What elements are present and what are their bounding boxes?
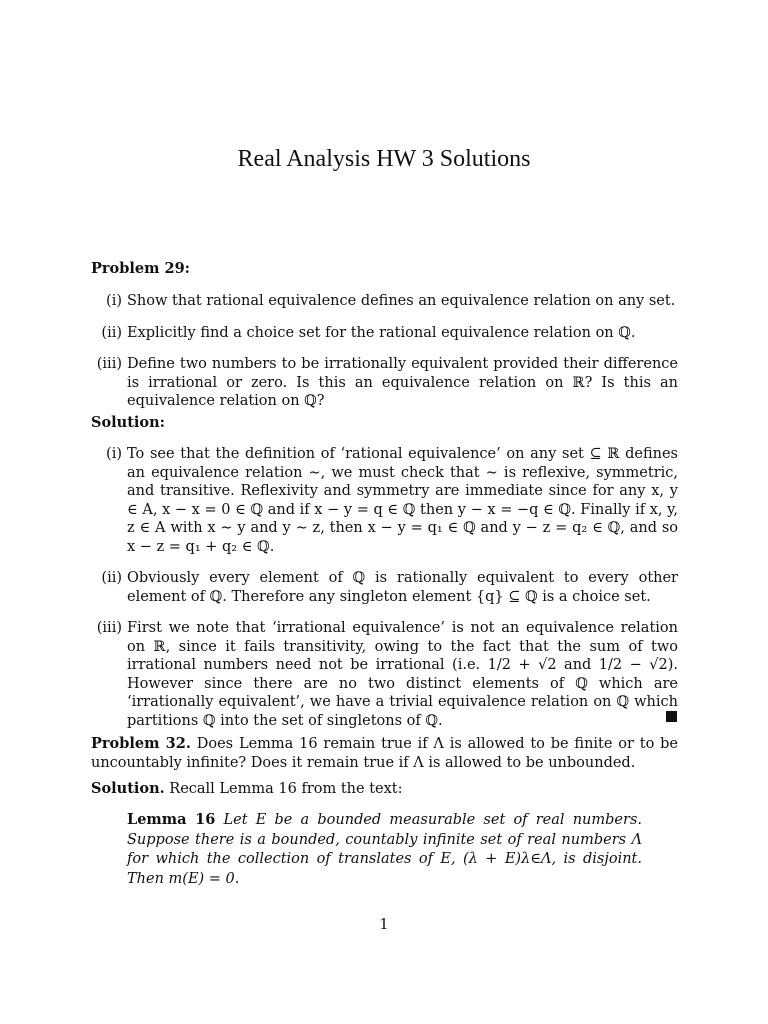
problem-29-list <box>91 292 678 411</box>
list-item <box>91 569 678 606</box>
item-text: Obviously every element of ℚ is rationally equivalent to every other element of ℚ. Therefore any singleton element {q} ⊆ ℚ is a choice set. <box>127 570 678 605</box>
item-number: (i) <box>106 446 122 462</box>
problem-32-paragraph <box>91 735 678 772</box>
item-number: (iii) <box>96 620 122 636</box>
problem-29-heading: Problem 29: <box>91 260 191 277</box>
list-item <box>91 324 678 343</box>
solution-32-paragraph <box>91 780 678 799</box>
solution-32-text: Recall Lemma 16 from the text: <box>169 781 403 797</box>
solution-29-heading: Solution: <box>91 414 165 431</box>
item-text: Explicitly find a choice set for the rational equivalence relation on ℚ. <box>127 324 636 341</box>
list-item <box>91 445 678 556</box>
solution-29-list <box>91 445 678 730</box>
list-item <box>91 292 678 311</box>
item-text: To see that the definition of ‘rational equivalence’ on any set ⊆ ℝ defines an equivalence relation ∼, we must check that ∼ is reflexive, symmetric, and transitive. Reflexivity and symmetry are immediate since for any x, y ∈ A, x − x = 0 ∈ ℚ and if x − y = q ∈ ℚ then y − x = −q ∈ ℚ. Finally if x, y, z ∈ A with x ∼ y and y ∼ z, then x − y = q₁ ∈ ℚ and y − z = q₂ ∈ ℚ, and so x − z = q₁ + q₂ ∈ ℚ. <box>127 446 678 555</box>
item-text: First we note that ‘irrational equivalence’ is not an equivalence relation on ℝ, since it fails transitivity, owing to the fact that the sum of two irrational numbers need not be irrational (i.e. 1/2 + √2 and 1/2 − √2). However since there are no two distinct elements of ℚ which are ‘irrationally equivalent’, we have a trivial equivalence relation on ℚ which partitions ℚ into the set of singletons of ℚ. <box>127 620 678 729</box>
lemma-label: Lemma 16 <box>127 811 216 828</box>
item-number: (ii) <box>101 570 122 586</box>
list-item <box>91 619 678 730</box>
qed-square-icon <box>666 711 677 722</box>
problem-32-text: Does Lemma 16 remain true if Λ is allowed to be finite or to be uncountably infinite? Does it remain true if Λ is allowed to be unbounded. <box>91 736 678 771</box>
lemma-text: Let E be a bounded measurable set of real numbers. Suppose there is a bounded, countably infinite set of real numbers Λ for which the collection of translates of E, (λ + E)λ∈Λ, is disjoint. Then m(E) = 0. <box>127 812 642 887</box>
list-item <box>91 355 678 411</box>
item-number: (iii) <box>96 356 122 372</box>
item-number: (ii) <box>101 324 122 341</box>
solution-32-heading: Solution. <box>91 780 165 797</box>
page-title: Real Analysis HW 3 Solutions <box>237 146 531 172</box>
item-text: Define two numbers to be irrationally equivalent provided their difference is irrational or zero. Is this an equivalence relation on ℝ? Is this an equivalence relation on ℚ? <box>127 356 678 409</box>
page-number: 1 <box>379 917 389 933</box>
problem-32-heading: Problem 32. <box>91 735 191 752</box>
item-number: (i) <box>106 293 122 309</box>
lemma-16-block <box>127 810 642 889</box>
item-text: Show that rational equivalence defines an equivalence relation on any set. <box>127 293 676 309</box>
